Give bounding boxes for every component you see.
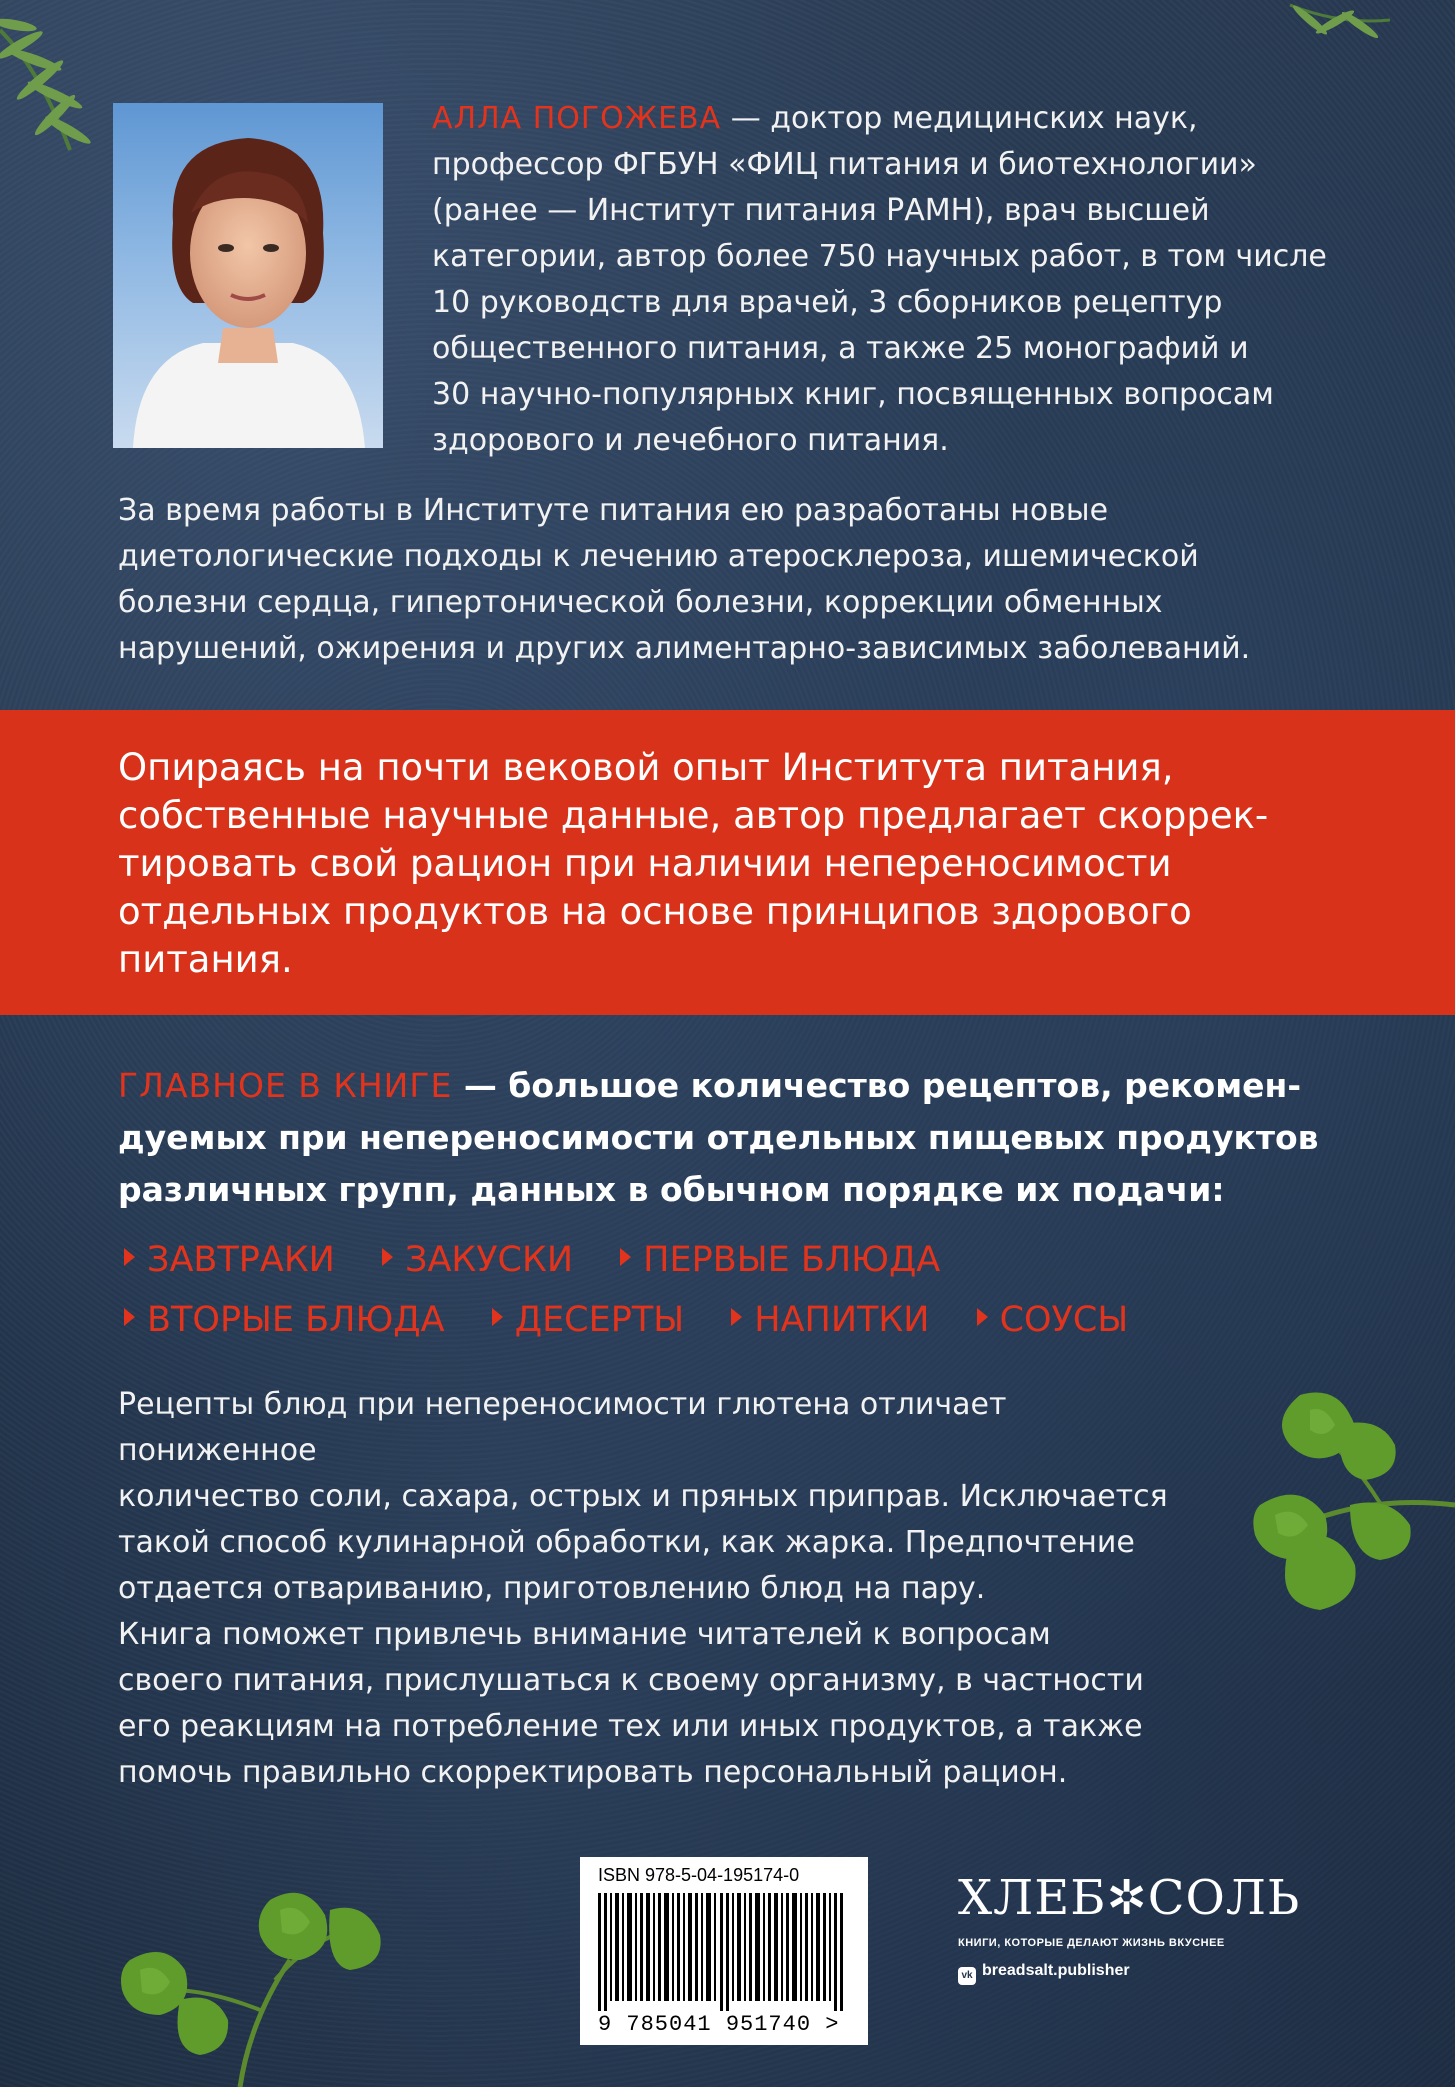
category-label: СОУСЫ bbox=[999, 1300, 1129, 1340]
category-label: ПЕРВЫЕ БЛЮДА bbox=[643, 1240, 941, 1280]
bio-line: За время работы в Институте питания ею разработаны новые bbox=[118, 493, 1109, 528]
bio-line: болезни сердца, гипертонической болезни, коррекции обменных bbox=[118, 585, 1163, 620]
category-label: ЗАВТРАКИ bbox=[147, 1240, 335, 1280]
triangle-bullet-icon bbox=[620, 1248, 631, 1266]
bio-line: — доктор медицинских наук, bbox=[721, 101, 1198, 136]
vk-icon: vk bbox=[958, 1967, 976, 1985]
bio-line: диетологические подходы к лечению атеросклероза, ишемической bbox=[118, 539, 1199, 574]
bio-line: 30 научно-популярных книг, посвященных вопросам bbox=[432, 377, 1274, 412]
triangle-bullet-icon bbox=[731, 1308, 742, 1326]
bio-line: нарушений, ожирения и других алиментарно-зависимых заболеваний. bbox=[118, 631, 1251, 666]
category-item bbox=[124, 1300, 445, 1340]
barcode-bars bbox=[598, 1893, 850, 2011]
parsley-illustration bbox=[100, 1840, 400, 2087]
triangle-bullet-icon bbox=[492, 1308, 503, 1326]
bio-line: здорового и лечебного питания. bbox=[432, 423, 949, 458]
category-label: НАПИТКИ bbox=[754, 1300, 930, 1340]
social-handle: breadsalt.publisher bbox=[982, 1962, 1130, 1979]
barcode-digits: 9 785041 951740 > bbox=[598, 2012, 840, 2037]
main-summary bbox=[118, 1060, 1358, 1216]
main-line: дуемых при непереносимости отдельных пищевых продуктов bbox=[118, 1118, 1319, 1157]
highlight-line: Опираясь на почти вековой опыт Института питания, bbox=[118, 746, 1174, 789]
paragraph-line: помочь правильно скорректировать персональный рацион. bbox=[118, 1755, 1068, 1790]
category-row bbox=[124, 1240, 1324, 1288]
category-label: ВТОРЫЕ БЛЮДА bbox=[147, 1300, 445, 1340]
bio-line: общественного питания, а также 25 монографий и bbox=[432, 331, 1249, 366]
publisher-social bbox=[958, 1962, 1130, 1985]
triangle-bullet-icon bbox=[977, 1308, 988, 1326]
bio-line: 10 руководств для врачей, 3 сборников рецептур bbox=[432, 285, 1223, 320]
highlight-text bbox=[118, 744, 1348, 984]
category-label: ДЕСЕРТЫ bbox=[514, 1300, 685, 1340]
author-bio bbox=[432, 96, 1332, 464]
paragraph-line: отдается отвариванию, приготовлению блюд на пару. bbox=[118, 1571, 986, 1606]
highlight-line: тировать свой рацион при наличии непереносимости bbox=[118, 842, 1172, 885]
highlight-line: отдельных продуктов на основе принципов здорового bbox=[118, 890, 1192, 933]
paragraph-line: количество соли, сахара, острых и пряных приправ. Исключается bbox=[118, 1479, 1168, 1514]
highlight-line: собственные научные данные, автор предлагает скоррек- bbox=[118, 794, 1269, 837]
category-item bbox=[382, 1240, 573, 1280]
triangle-bullet-icon bbox=[382, 1248, 393, 1266]
main-line: различных групп, данных в обычном порядке их подачи: bbox=[118, 1170, 1225, 1209]
book-purpose-paragraph bbox=[118, 1612, 1168, 1796]
category-item bbox=[620, 1240, 940, 1280]
paragraph-line: такой способ кулинарной обработки, как жарка. Предпочтение bbox=[118, 1525, 1135, 1560]
publisher-tagline: КНИГИ, КОТОРЫЕ ДЕЛАЮТ ЖИЗНЬ ВКУСНЕЕ bbox=[958, 1937, 1225, 1949]
paragraph-line: его реакциям на потребление тех или иных продуктов, а также bbox=[118, 1709, 1143, 1744]
category-item bbox=[977, 1300, 1129, 1340]
category-label: ЗАКУСКИ bbox=[405, 1240, 574, 1280]
category-item bbox=[731, 1300, 929, 1340]
bio-line: категории, автор более 750 научных работ, в том числе bbox=[432, 239, 1327, 274]
category-item bbox=[124, 1240, 335, 1280]
isbn-barcode bbox=[580, 1857, 868, 2045]
category-row bbox=[124, 1300, 1324, 1348]
main-title: ГЛАВНОЕ В КНИГЕ bbox=[118, 1066, 453, 1105]
recipes-paragraph bbox=[118, 1382, 1168, 1612]
bio-line: (ранее — Институт питания РАМН), врач высшей bbox=[432, 193, 1210, 228]
parsley-illustration bbox=[1150, 1385, 1455, 1625]
author-name: АЛЛА ПОГОЖЕВА bbox=[432, 101, 722, 136]
rosemary-sprig-illustration bbox=[1280, 0, 1400, 70]
triangle-bullet-icon bbox=[124, 1308, 135, 1326]
isbn-label: ISBN 978-5-04-195174-0 bbox=[598, 1865, 800, 1885]
paragraph-line: Рецепты блюд при непереносимости глютена отличает пониженное bbox=[118, 1387, 1007, 1468]
author-photo bbox=[113, 103, 383, 448]
bio-line: профессор ФГБУН «ФИЦ питания и биотехнологии» bbox=[432, 147, 1257, 182]
category-item bbox=[492, 1300, 684, 1340]
author-bio-continued bbox=[118, 488, 1358, 672]
paragraph-line: своего питания, прислушаться к своему организму, в частности bbox=[118, 1663, 1144, 1698]
triangle-bullet-icon bbox=[124, 1248, 135, 1266]
main-line: — большое количество рецептов, рекомен- bbox=[452, 1066, 1302, 1105]
publisher-logo: ХЛЕБ✲СОЛЬ bbox=[958, 1870, 1301, 1926]
highlight-line: питания. bbox=[118, 938, 293, 981]
paragraph-line: Книга поможет привлечь внимание читателей к вопросам bbox=[118, 1617, 1051, 1652]
